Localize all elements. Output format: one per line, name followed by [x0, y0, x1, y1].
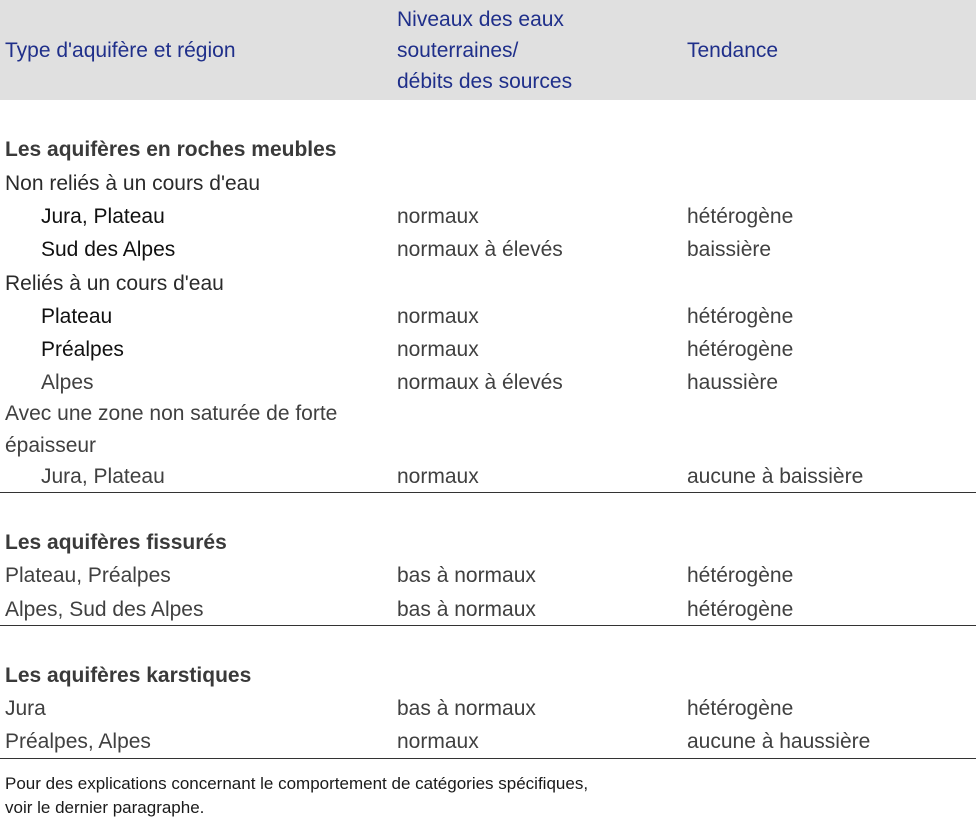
row-trend: hétérogène: [687, 697, 794, 720]
row-level: bas à normaux: [397, 564, 536, 587]
row-level: normaux à élevés: [397, 238, 563, 261]
section-title-unconsolidated: Les aquifères en roches meubles: [5, 138, 337, 161]
row-trend: hétérogène: [687, 205, 794, 228]
row-level: normaux à élevés: [397, 371, 563, 394]
header-aquifer-type: Type d'aquifère et région: [5, 39, 236, 62]
row-trend: baissière: [687, 238, 772, 261]
row-region: Jura: [5, 697, 46, 720]
row-level: bas à normaux: [397, 697, 536, 720]
row-region: Plateau: [41, 305, 113, 328]
header-levels-line2: souterraines/: [397, 39, 519, 62]
section-divider: [0, 492, 976, 493]
subgroup-linked: Reliés à un cours d'eau: [5, 272, 224, 295]
subgroup-thick-zone-line2: épaisseur: [5, 434, 97, 457]
row-trend: hétérogène: [687, 338, 794, 361]
subgroup-not-linked: Non reliés à un cours d'eau: [5, 172, 260, 195]
row-trend: aucune à haussière: [687, 730, 871, 753]
subgroup-thick-zone-line1: Avec une zone non saturée de forte: [5, 402, 338, 425]
row-region: Sud des Alpes: [41, 238, 176, 261]
row-region: Préalpes: [41, 338, 124, 361]
row-trend: hétérogène: [687, 305, 794, 328]
row-level: normaux: [397, 465, 479, 488]
row-level: normaux: [397, 205, 479, 228]
row-region: Alpes, Sud des Alpes: [5, 598, 204, 621]
row-region: Plateau, Préalpes: [5, 564, 171, 587]
row-level: bas à normaux: [397, 598, 536, 621]
section-title-karst: Les aquifères karstiques: [5, 664, 252, 687]
header-levels-line3: débits des sources: [397, 70, 573, 93]
row-region: Jura, Plateau: [41, 465, 165, 488]
row-level: normaux: [397, 305, 479, 328]
header-levels-line1: Niveaux des eaux: [397, 8, 564, 31]
footnote: [5, 772, 588, 820]
row-level: normaux: [397, 730, 479, 753]
table-bottom-rule: [0, 758, 976, 759]
footnote-line2: voir le dernier paragraphe.: [5, 798, 205, 817]
footnote-line1: Pour des explications concernant le comportement de catégories spécifiques,: [5, 774, 589, 793]
row-trend: haussière: [687, 371, 779, 394]
table-header: [0, 0, 976, 100]
row-trend: aucune à baissière: [687, 465, 864, 488]
row-region: Alpes: [41, 371, 94, 394]
row-trend: hétérogène: [687, 598, 794, 621]
row-level: normaux: [397, 338, 479, 361]
row-region: Préalpes, Alpes: [5, 730, 151, 753]
row-trend: hétérogène: [687, 564, 794, 587]
section-title-fissured: Les aquifères fissurés: [5, 531, 227, 554]
row-region: Jura, Plateau: [41, 205, 165, 228]
section-divider: [0, 625, 976, 626]
header-trend: Tendance: [687, 39, 779, 62]
